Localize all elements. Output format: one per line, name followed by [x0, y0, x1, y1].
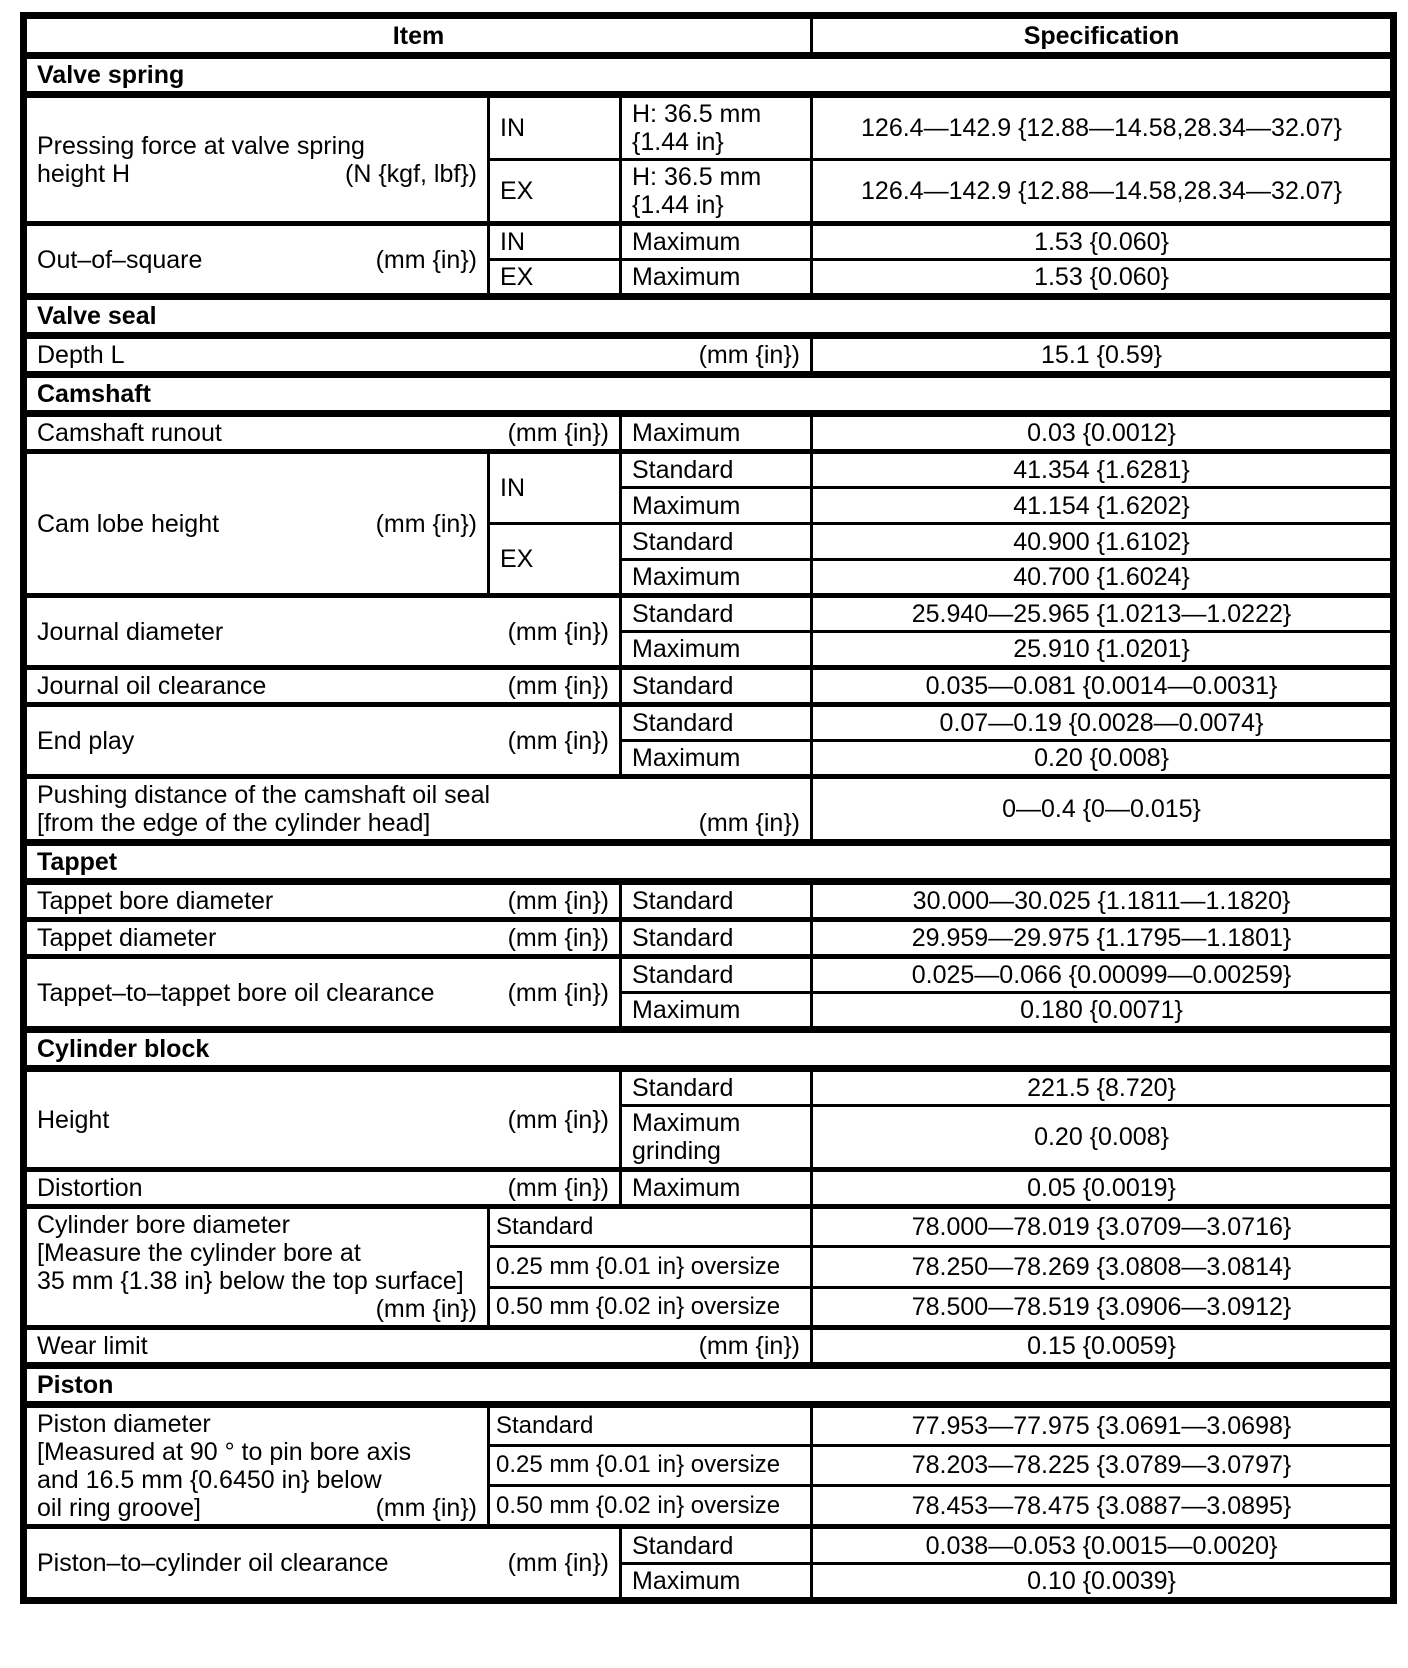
- unit-label: (N {kgf, lbf}): [345, 159, 477, 188]
- item-label-text: Distortion: [37, 1174, 143, 1202]
- item-label-text: Camshaft runout: [37, 419, 222, 447]
- spec-value: 78.203—78.225 {3.0789—3.0797}: [812, 1445, 1394, 1486]
- unit-label: (mm {in}): [507, 1174, 609, 1202]
- spec-value: 77.953—77.975 {3.0691—3.0698}: [812, 1405, 1394, 1446]
- port-cell: EX: [489, 524, 621, 596]
- table-row: [24, 336, 1394, 375]
- section-row-valve-spring: [24, 56, 1394, 95]
- spec-value: 1.53 {0.060}: [812, 260, 1394, 297]
- spec-value: 0.10 {0.0039}: [812, 1564, 1394, 1601]
- spec-value: 1.53 {0.060}: [812, 224, 1394, 260]
- table-row: [24, 452, 1394, 488]
- spec-value: 0—0.4 {0—0.015}: [812, 777, 1394, 843]
- spec-value: 0.038—0.053 {0.0015—0.0020}: [812, 1527, 1394, 1564]
- spec-value: 41.354 {1.6281}: [812, 452, 1394, 488]
- table-row: [24, 705, 1394, 741]
- unit-label: (mm {in}): [698, 809, 800, 837]
- section-row-camshaft: [24, 375, 1394, 414]
- spec-value: 15.1 {0.59}: [812, 336, 1394, 375]
- item-label-text: Wear limit: [37, 1332, 148, 1360]
- col-header-item: Item: [24, 16, 812, 56]
- condition-cell: Maximum: [621, 1170, 812, 1207]
- condition-cell: Standard: [489, 1207, 812, 1247]
- port-cell: EX: [489, 260, 621, 297]
- item-label-pushing-distance: [24, 777, 812, 843]
- unit-label: (mm {in}): [507, 672, 609, 700]
- condition-text: Maximum: [632, 1109, 741, 1137]
- item-label-piston-oil-clearance: [24, 1527, 621, 1601]
- unit-label: (mm {in}): [507, 419, 609, 447]
- table-row: [24, 777, 1394, 843]
- spec-value: 0.20 {0.008}: [812, 741, 1394, 777]
- unit-label: (mm {in}): [507, 978, 609, 1007]
- table-row: [24, 596, 1394, 632]
- item-label-text: Tappet bore diameter: [37, 887, 274, 915]
- item-label-piston-diameter: [24, 1405, 489, 1527]
- item-label-depth-l: [24, 336, 812, 375]
- table-row: [24, 957, 1394, 993]
- section-row-cylinder-block: [24, 1030, 1394, 1069]
- spec-value: 0.07—0.19 {0.0028—0.0074}: [812, 705, 1394, 741]
- item-label-text: height H: [37, 159, 131, 188]
- port-cell: IN: [489, 452, 621, 524]
- item-label-journal-oil-clearance: [24, 668, 621, 705]
- table-row: [24, 1405, 1394, 1446]
- condition-cell: Standard: [621, 668, 812, 705]
- condition-cell: Maximum: [621, 224, 812, 260]
- unit-label: (mm {in}): [507, 726, 609, 755]
- table-row: [24, 1170, 1394, 1207]
- unit-label: (mm {in}): [375, 245, 477, 274]
- spec-value: 25.940—25.965 {1.0213—1.0222}: [812, 596, 1394, 632]
- item-label-cylinder-bore-diameter: [24, 1207, 489, 1328]
- condition-cell: Maximum: [621, 1564, 812, 1601]
- spec-value: 40.700 {1.6024}: [812, 560, 1394, 596]
- item-label-tappet-oil-clearance: [24, 957, 621, 1030]
- unit-label: (mm {in}): [507, 887, 609, 915]
- item-label-text: Pressing force at valve spring: [37, 131, 365, 160]
- condition-cell: Standard: [621, 920, 812, 957]
- col-header-specification: Specification: [812, 16, 1394, 56]
- condition-cell: 0.25 mm {0.01 in} oversize: [489, 1445, 812, 1486]
- condition-text: grinding: [632, 1137, 721, 1165]
- spec-value: 126.4—142.9 {12.88—14.58,28.34—32.07}: [812, 160, 1394, 224]
- unit-label: (mm {in}): [507, 924, 609, 952]
- condition-text: H: 36.5 mm: [632, 100, 762, 128]
- condition-text: {1.44 in}: [632, 128, 724, 156]
- item-label-journal-diameter: [24, 596, 621, 668]
- item-label-text: Height: [37, 1105, 110, 1134]
- condition-cell: Standard: [621, 705, 812, 741]
- table-row: [24, 414, 1394, 452]
- spec-value: 29.959—29.975 {1.1795—1.1801}: [812, 920, 1394, 957]
- spec-value: 78.453—78.475 {3.0887—3.0895}: [812, 1486, 1394, 1527]
- table-row: [24, 1527, 1394, 1564]
- condition-cell: Standard: [621, 957, 812, 993]
- spec-value: 0.180 {0.0071}: [812, 993, 1394, 1030]
- condition-text: {1.44 in}: [632, 191, 724, 219]
- item-label-camshaft-runout: [24, 414, 621, 452]
- table-row: [24, 882, 1394, 920]
- condition-cell: Maximum: [621, 488, 812, 524]
- item-label-out-of-square: [24, 224, 489, 297]
- item-label-text: 35 mm {1.38 in} below the top surface]: [37, 1267, 464, 1295]
- item-label-text: and 16.5 mm {0.6450 in} below: [37, 1466, 382, 1494]
- item-label-text: Depth L: [37, 341, 125, 369]
- item-label-tappet-bore-diameter: [24, 882, 621, 920]
- unit-label: (mm {in}): [507, 617, 609, 646]
- item-label-text: Journal diameter: [37, 617, 224, 646]
- spec-value: 0.20 {0.008}: [812, 1106, 1394, 1170]
- section-header-valve-spring: Valve spring: [24, 56, 1394, 95]
- port-cell: EX: [489, 160, 621, 224]
- table-row: [24, 1207, 1394, 1247]
- unit-label: (mm {in}): [375, 1494, 477, 1522]
- condition-cell: Maximum: [621, 414, 812, 452]
- item-label-text: Tappet diameter: [37, 924, 217, 952]
- item-label-text: End play: [37, 726, 135, 755]
- spec-value: 78.250—78.269 {3.0808—3.0814}: [812, 1247, 1394, 1287]
- table-row: [24, 920, 1394, 957]
- condition-cell: 0.25 mm {0.01 in} oversize: [489, 1247, 812, 1287]
- item-label-text: Cam lobe height: [37, 509, 220, 538]
- spec-value: 126.4—142.9 {12.88—14.58,28.34—32.07}: [812, 95, 1394, 160]
- condition-cell: Standard: [621, 1527, 812, 1564]
- section-row-valve-seal: [24, 297, 1394, 336]
- spec-value: 0.025—0.066 {0.00099—0.00259}: [812, 957, 1394, 993]
- unit-label: (mm {in}): [375, 509, 477, 538]
- item-label-pressing-force: [24, 95, 489, 224]
- section-row-piston: [24, 1366, 1394, 1405]
- condition-cell: [621, 95, 812, 160]
- spec-value: 0.035—0.081 {0.0014—0.0031}: [812, 668, 1394, 705]
- condition-text: H: 36.5 mm: [632, 163, 762, 191]
- unit-label: (mm {in}): [507, 1105, 609, 1134]
- section-header-piston: Piston: [24, 1366, 1394, 1405]
- item-label-end-play: [24, 705, 621, 777]
- item-label-wear-limit: [24, 1328, 812, 1366]
- item-label-text: Pushing distance of the camshaft oil seal: [37, 781, 491, 809]
- item-label-text: Tappet–to–tappet bore oil clearance: [37, 978, 435, 1007]
- item-label-cam-lobe-height: [24, 452, 489, 596]
- port-cell: IN: [489, 95, 621, 160]
- item-label-distortion: [24, 1170, 621, 1207]
- condition-cell: Maximum: [621, 741, 812, 777]
- condition-cell: 0.50 mm {0.02 in} oversize: [489, 1486, 812, 1527]
- item-label-text: Journal oil clearance: [37, 672, 267, 700]
- item-label-text: Cylinder bore diameter: [37, 1211, 290, 1239]
- table-row: [24, 1328, 1394, 1366]
- condition-cell: Maximum: [621, 993, 812, 1030]
- condition-cell: Standard: [489, 1405, 812, 1446]
- spec-value: 0.05 {0.0019}: [812, 1170, 1394, 1207]
- item-label-text: [from the edge of the cylinder head]: [37, 809, 431, 837]
- table-row: [24, 668, 1394, 705]
- item-label-text: oil ring groove]: [37, 1494, 201, 1522]
- table-header-row: [24, 16, 1394, 56]
- table-row: [24, 95, 1394, 160]
- item-label-text: Piston diameter: [37, 1410, 211, 1438]
- item-label-text: [Measured at 90 ° to pin bore axis: [37, 1438, 412, 1466]
- spec-value: 221.5 {8.720}: [812, 1069, 1394, 1106]
- spec-value: 78.500—78.519 {3.0906—3.0912}: [812, 1287, 1394, 1327]
- item-label-text: Piston–to–cylinder oil clearance: [37, 1549, 389, 1577]
- table-row: [24, 224, 1394, 260]
- spec-value: 30.000—30.025 {1.1811—1.1820}: [812, 882, 1394, 920]
- port-cell: IN: [489, 224, 621, 260]
- specifications-table: [20, 12, 1397, 1604]
- condition-cell: Standard: [621, 1069, 812, 1106]
- condition-cell: Maximum: [621, 632, 812, 668]
- unit-label: (mm {in}): [507, 1549, 609, 1577]
- section-header-camshaft: Camshaft: [24, 375, 1394, 414]
- spec-value: 40.900 {1.6102}: [812, 524, 1394, 560]
- spec-value: 41.154 {1.6202}: [812, 488, 1394, 524]
- item-label-text: Out–of–square: [37, 245, 203, 274]
- item-label-text: [Measure the cylinder bore at: [37, 1239, 361, 1267]
- condition-cell: [621, 1106, 812, 1170]
- condition-cell: [621, 160, 812, 224]
- unit-label: (mm {in}): [375, 1295, 477, 1323]
- unit-label: (mm {in}): [698, 1332, 800, 1360]
- condition-cell: Standard: [621, 882, 812, 920]
- condition-cell: Maximum: [621, 260, 812, 297]
- section-row-tappet: [24, 843, 1394, 882]
- item-label-height: [24, 1069, 621, 1170]
- spec-value: 0.15 {0.0059}: [812, 1328, 1394, 1366]
- item-label-tappet-diameter: [24, 920, 621, 957]
- table-row: [24, 1069, 1394, 1106]
- condition-cell: Maximum: [621, 560, 812, 596]
- condition-cell: Standard: [621, 452, 812, 488]
- section-header-valve-seal: Valve seal: [24, 297, 1394, 336]
- section-header-cylinder-block: Cylinder block: [24, 1030, 1394, 1069]
- section-header-tappet: Tappet: [24, 843, 1394, 882]
- unit-label: (mm {in}): [698, 341, 800, 369]
- spec-value: 0.03 {0.0012}: [812, 414, 1394, 452]
- condition-cell: Standard: [621, 524, 812, 560]
- condition-cell: Standard: [621, 596, 812, 632]
- condition-cell: 0.50 mm {0.02 in} oversize: [489, 1287, 812, 1327]
- spec-value: 25.910 {1.0201}: [812, 632, 1394, 668]
- spec-value: 78.000—78.019 {3.0709—3.0716}: [812, 1207, 1394, 1247]
